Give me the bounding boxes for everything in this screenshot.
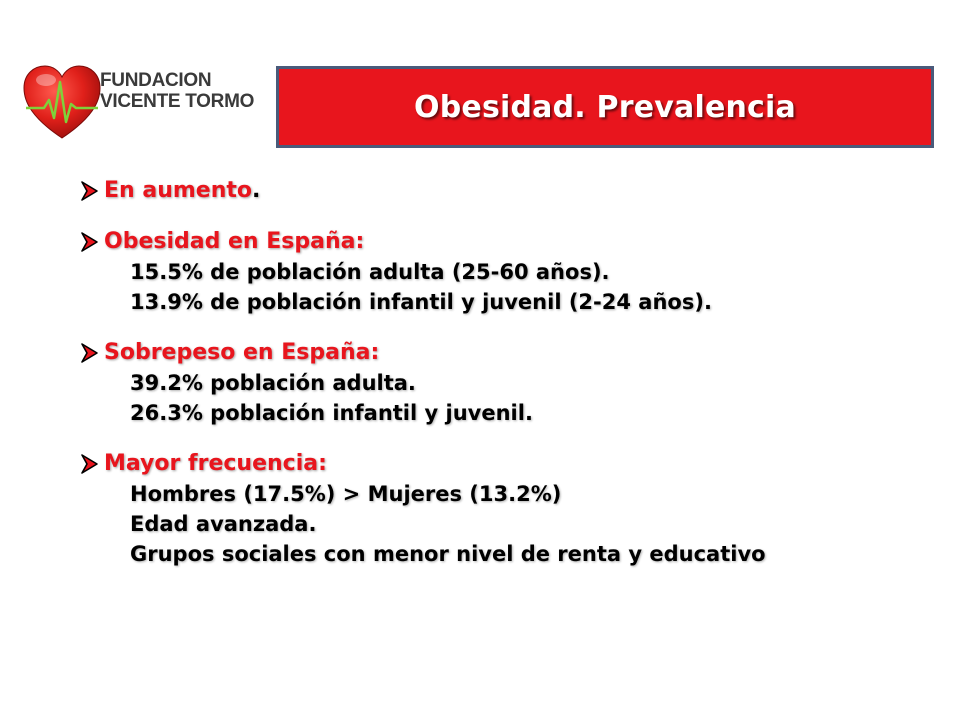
title-banner xyxy=(276,66,934,148)
bullet-heading: En aumento xyxy=(104,178,252,203)
bullet-line: 26.3% población infantil y juvenil. xyxy=(130,401,533,425)
heart-icon xyxy=(22,60,102,144)
bullet-line: 39.2% población adulta. xyxy=(130,371,416,395)
bullet-heading: Obesidad en España: xyxy=(104,229,365,254)
logo-line-1: FUNDACION xyxy=(100,70,212,91)
page-title: Obesidad. Prevalencia xyxy=(414,89,796,125)
arrow-bullet-icon xyxy=(80,230,100,254)
arrow-bullet-icon xyxy=(80,179,100,203)
bullet-line: Hombres (17.5%) > Mujeres (13.2%) xyxy=(130,482,562,506)
bullet-obesidad xyxy=(80,227,940,317)
logo-line-2: VICENTE TORMO xyxy=(100,91,255,112)
bullet-en-aumento xyxy=(80,176,940,206)
bullet-line: Edad avanzada. xyxy=(130,512,317,536)
bullet-list xyxy=(80,176,940,590)
arrow-bullet-icon xyxy=(80,452,100,476)
bullet-line: Grupos sociales con menor nivel de renta y educativo xyxy=(130,542,766,566)
bullet-heading: Sobrepeso en España: xyxy=(104,340,380,365)
arrow-bullet-icon xyxy=(80,341,100,365)
bullet-heading-suffix: . xyxy=(252,178,261,203)
bullet-mayor-frecuencia xyxy=(80,449,940,569)
logo-text xyxy=(100,70,254,112)
foundation-logo xyxy=(22,60,262,144)
bullet-line: 13.9% de población infantil y juvenil (2-24 años). xyxy=(130,290,712,314)
bullet-line: 15.5% de población adulta (25-60 años). xyxy=(130,260,610,284)
bullet-heading: Mayor frecuencia: xyxy=(104,451,327,476)
bullet-sobrepeso xyxy=(80,338,940,428)
